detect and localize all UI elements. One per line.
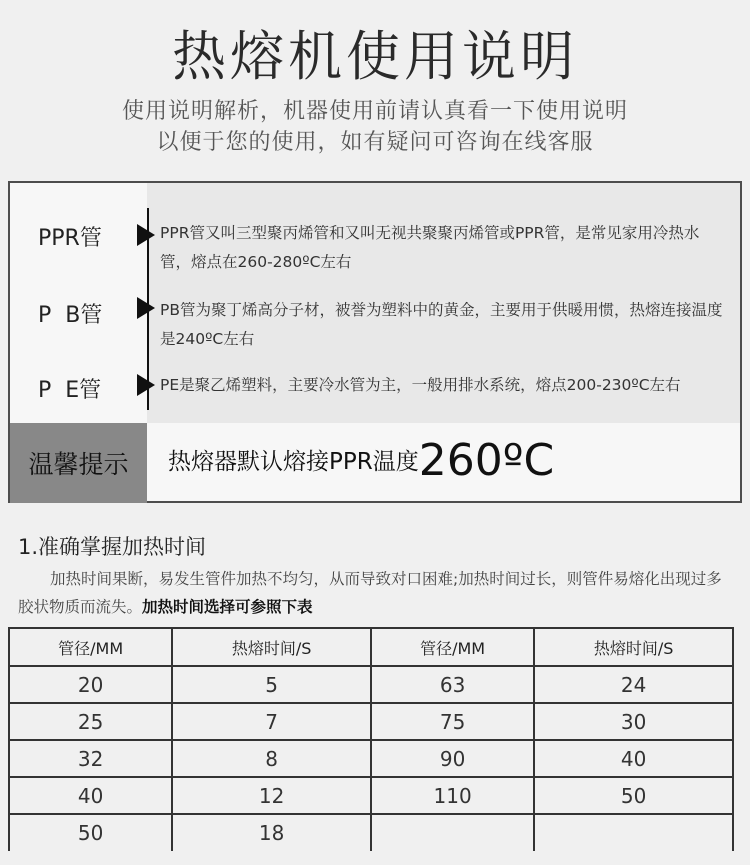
table-row bbox=[9, 740, 733, 777]
section-title: 1.准确掌握加热时间 bbox=[18, 535, 207, 559]
heating-time-table bbox=[8, 627, 734, 851]
arrow-icon bbox=[137, 224, 155, 246]
table-cell: 25 bbox=[9, 703, 172, 740]
subtitle-line-2: 以便于您的使用，如有疑问可咨询在线客服 bbox=[156, 130, 594, 155]
header-cell: 管径/MM bbox=[371, 628, 534, 666]
table-row bbox=[9, 777, 733, 814]
table-cell: 8 bbox=[172, 740, 371, 777]
subtitle-line-1: 使用说明解析，机器使用前请认真看一下使用说明 bbox=[121, 99, 628, 124]
tip-text-main: 热熔器默认熔接PPR温度 bbox=[168, 449, 419, 475]
pipe-desc-pe: PE是聚乙烯塑料，主要冷水管为主，一般用排水系统，熔点200-230ºC左右 bbox=[160, 376, 681, 394]
header-cell: 热熔时间/S bbox=[534, 628, 733, 666]
section-body-text: 加热时间果断，易发生管件加热不均匀，从而导致对口困难;加热时间过长，则管件易熔化出现过多胶状物质而流失。 bbox=[18, 570, 722, 616]
table-cell: 5 bbox=[172, 666, 371, 703]
table-cell: 30 bbox=[534, 703, 733, 740]
pipe-label-pb: P B管 bbox=[38, 303, 103, 328]
pipe-label-ppr: PPR管 bbox=[38, 226, 102, 251]
header-cell: 管径/MM bbox=[9, 628, 172, 666]
table-cell: 12 bbox=[172, 777, 371, 814]
table-cell: 7 bbox=[172, 703, 371, 740]
pipe-label-pe: P E管 bbox=[38, 378, 102, 403]
table-row bbox=[9, 703, 733, 740]
arrow-icon bbox=[137, 297, 155, 319]
table-cell: 24 bbox=[534, 666, 733, 703]
table-cell: 50 bbox=[534, 777, 733, 814]
section-body bbox=[18, 565, 734, 621]
page-title: 热熔机使用说明 bbox=[172, 25, 578, 88]
table-cell: 75 bbox=[371, 703, 534, 740]
table-row bbox=[9, 814, 733, 851]
arrow-icon bbox=[137, 374, 155, 396]
tip-text bbox=[168, 435, 554, 486]
table-cell: 18 bbox=[172, 814, 371, 851]
tip-temperature: 260ºC bbox=[418, 435, 555, 486]
table-header-row bbox=[9, 628, 733, 666]
table-cell: 32 bbox=[9, 740, 172, 777]
pipe-desc-ppr: PPR管又叫三型聚丙烯管和又叫无视共聚聚丙烯管或PPR管，是常见家用冷热水管，熔点在260-280ºC左右 bbox=[160, 224, 700, 271]
section-body-bold: 加热时间选择可参照下表 bbox=[142, 598, 313, 616]
table-row bbox=[9, 666, 733, 703]
table-cell: 63 bbox=[371, 666, 534, 703]
table-cell: 90 bbox=[371, 740, 534, 777]
pipe-desc-pb: PB管为聚丁烯高分子材，被誉为塑料中的黄金，主要用于供暖用惯，热熔连接温度是240ºC左右 bbox=[160, 301, 723, 348]
header-cell: 热熔时间/S bbox=[172, 628, 371, 666]
pipe-info-box bbox=[8, 181, 742, 503]
table-cell bbox=[371, 814, 534, 851]
tip-label: 温馨提示 bbox=[10, 423, 147, 503]
table-cell bbox=[534, 814, 733, 851]
table-cell: 50 bbox=[9, 814, 172, 851]
table-cell: 40 bbox=[9, 777, 172, 814]
table-cell: 110 bbox=[371, 777, 534, 814]
table-cell: 40 bbox=[534, 740, 733, 777]
table-cell: 20 bbox=[9, 666, 172, 703]
